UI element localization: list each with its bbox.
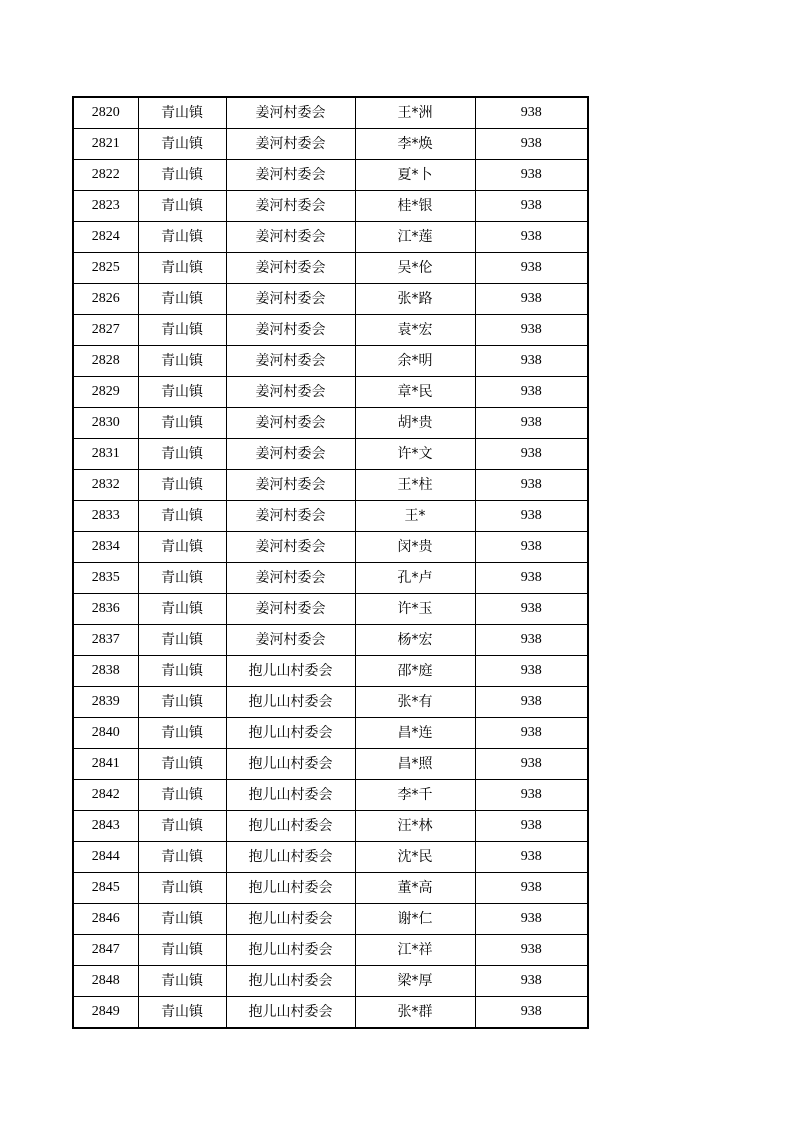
cell-name: 王*洲 (355, 97, 475, 129)
cell-town: 青山镇 (138, 904, 226, 935)
cell-number: 2821 (73, 129, 138, 160)
cell-town: 青山镇 (138, 315, 226, 346)
cell-name: 闵*贵 (355, 532, 475, 563)
cell-number: 2829 (73, 377, 138, 408)
table-body (73, 97, 588, 1028)
cell-town: 青山镇 (138, 749, 226, 780)
cell-village: 姜河村委会 (226, 160, 355, 191)
cell-village: 抱儿山村委会 (226, 718, 355, 749)
cell-town: 青山镇 (138, 191, 226, 222)
cell-number: 2825 (73, 253, 138, 284)
cell-amount: 938 (475, 501, 588, 532)
cell-name: 江*祥 (355, 935, 475, 966)
cell-amount: 938 (475, 563, 588, 594)
cell-village: 抱儿山村委会 (226, 997, 355, 1029)
cell-number: 2837 (73, 625, 138, 656)
cell-town: 青山镇 (138, 594, 226, 625)
cell-name: 张*群 (355, 997, 475, 1029)
table-row (73, 222, 588, 253)
cell-name: 汪*林 (355, 811, 475, 842)
cell-amount: 938 (475, 160, 588, 191)
table-row (73, 563, 588, 594)
cell-village: 姜河村委会 (226, 470, 355, 501)
cell-town: 青山镇 (138, 97, 226, 129)
cell-number: 2841 (73, 749, 138, 780)
cell-name: 李*千 (355, 780, 475, 811)
cell-town: 青山镇 (138, 563, 226, 594)
cell-number: 2842 (73, 780, 138, 811)
table-row (73, 687, 588, 718)
table-row (73, 904, 588, 935)
table-row (73, 594, 588, 625)
cell-amount: 938 (475, 408, 588, 439)
cell-amount: 938 (475, 439, 588, 470)
cell-name: 桂*银 (355, 191, 475, 222)
cell-village: 姜河村委会 (226, 97, 355, 129)
cell-amount: 938 (475, 346, 588, 377)
cell-name: 张*有 (355, 687, 475, 718)
cell-town: 青山镇 (138, 160, 226, 191)
cell-village: 抱儿山村委会 (226, 811, 355, 842)
cell-number: 2826 (73, 284, 138, 315)
cell-amount: 938 (475, 997, 588, 1029)
cell-number: 2824 (73, 222, 138, 253)
cell-name: 董*高 (355, 873, 475, 904)
cell-town: 青山镇 (138, 935, 226, 966)
table-row (73, 346, 588, 377)
table-row (73, 470, 588, 501)
cell-name: 王*柱 (355, 470, 475, 501)
cell-number: 2839 (73, 687, 138, 718)
cell-number: 2831 (73, 439, 138, 470)
cell-name: 张*路 (355, 284, 475, 315)
cell-town: 青山镇 (138, 625, 226, 656)
table-row (73, 873, 588, 904)
table-row (73, 253, 588, 284)
cell-name: 许*文 (355, 439, 475, 470)
cell-number: 2828 (73, 346, 138, 377)
cell-amount: 938 (475, 842, 588, 873)
cell-amount: 938 (475, 873, 588, 904)
cell-number: 2840 (73, 718, 138, 749)
cell-town: 青山镇 (138, 718, 226, 749)
cell-amount: 938 (475, 129, 588, 160)
cell-name: 许*玉 (355, 594, 475, 625)
cell-town: 青山镇 (138, 687, 226, 718)
cell-name: 李*焕 (355, 129, 475, 160)
cell-amount: 938 (475, 594, 588, 625)
cell-town: 青山镇 (138, 346, 226, 377)
cell-name: 沈*民 (355, 842, 475, 873)
cell-village: 抱儿山村委会 (226, 749, 355, 780)
cell-name: 江*莲 (355, 222, 475, 253)
cell-amount: 938 (475, 222, 588, 253)
table-row (73, 718, 588, 749)
cell-village: 抱儿山村委会 (226, 966, 355, 997)
cell-number: 2847 (73, 935, 138, 966)
cell-number: 2822 (73, 160, 138, 191)
cell-number: 2838 (73, 656, 138, 687)
cell-village: 姜河村委会 (226, 129, 355, 160)
cell-town: 青山镇 (138, 284, 226, 315)
table-row (73, 935, 588, 966)
cell-town: 青山镇 (138, 470, 226, 501)
cell-name: 余*明 (355, 346, 475, 377)
cell-amount: 938 (475, 966, 588, 997)
cell-number: 2832 (73, 470, 138, 501)
cell-number: 2823 (73, 191, 138, 222)
cell-town: 青山镇 (138, 656, 226, 687)
cell-name: 昌*照 (355, 749, 475, 780)
cell-village: 姜河村委会 (226, 315, 355, 346)
cell-name: 谢*仁 (355, 904, 475, 935)
cell-number: 2835 (73, 563, 138, 594)
cell-amount: 938 (475, 935, 588, 966)
cell-village: 抱儿山村委会 (226, 780, 355, 811)
cell-amount: 938 (475, 656, 588, 687)
cell-name: 胡*贵 (355, 408, 475, 439)
cell-village: 姜河村委会 (226, 563, 355, 594)
data-table (72, 96, 589, 1029)
cell-village: 姜河村委会 (226, 532, 355, 563)
table-row (73, 656, 588, 687)
cell-village: 抱儿山村委会 (226, 687, 355, 718)
cell-town: 青山镇 (138, 873, 226, 904)
table-row (73, 408, 588, 439)
table-row (73, 966, 588, 997)
table-row (73, 532, 588, 563)
cell-amount: 938 (475, 284, 588, 315)
cell-town: 青山镇 (138, 129, 226, 160)
cell-amount: 938 (475, 191, 588, 222)
cell-town: 青山镇 (138, 966, 226, 997)
cell-amount: 938 (475, 749, 588, 780)
cell-village: 姜河村委会 (226, 408, 355, 439)
cell-name: 章*民 (355, 377, 475, 408)
cell-name: 昌*连 (355, 718, 475, 749)
cell-number: 2836 (73, 594, 138, 625)
cell-name: 吴*伦 (355, 253, 475, 284)
table-row (73, 811, 588, 842)
table-row (73, 284, 588, 315)
cell-town: 青山镇 (138, 408, 226, 439)
table-row (73, 129, 588, 160)
table-row (73, 160, 588, 191)
cell-village: 抱儿山村委会 (226, 904, 355, 935)
cell-village: 姜河村委会 (226, 284, 355, 315)
cell-town: 青山镇 (138, 532, 226, 563)
table-row (73, 842, 588, 873)
cell-village: 抱儿山村委会 (226, 935, 355, 966)
cell-amount: 938 (475, 470, 588, 501)
cell-amount: 938 (475, 253, 588, 284)
cell-amount: 938 (475, 718, 588, 749)
table-row (73, 501, 588, 532)
cell-town: 青山镇 (138, 780, 226, 811)
cell-village: 姜河村委会 (226, 501, 355, 532)
cell-name: 梁*厚 (355, 966, 475, 997)
cell-town: 青山镇 (138, 253, 226, 284)
cell-village: 抱儿山村委会 (226, 842, 355, 873)
cell-number: 2846 (73, 904, 138, 935)
cell-town: 青山镇 (138, 222, 226, 253)
cell-village: 姜河村委会 (226, 439, 355, 470)
cell-name: 邵*庭 (355, 656, 475, 687)
table-row (73, 439, 588, 470)
cell-number: 2827 (73, 315, 138, 346)
table-row (73, 315, 588, 346)
cell-village: 姜河村委会 (226, 191, 355, 222)
cell-village: 姜河村委会 (226, 594, 355, 625)
cell-number: 2845 (73, 873, 138, 904)
cell-number: 2830 (73, 408, 138, 439)
cell-amount: 938 (475, 377, 588, 408)
cell-amount: 938 (475, 625, 588, 656)
cell-number: 2834 (73, 532, 138, 563)
table-row (73, 997, 588, 1029)
cell-town: 青山镇 (138, 377, 226, 408)
cell-amount: 938 (475, 97, 588, 129)
cell-town: 青山镇 (138, 439, 226, 470)
cell-name: 袁*宏 (355, 315, 475, 346)
cell-amount: 938 (475, 904, 588, 935)
cell-town: 青山镇 (138, 997, 226, 1029)
cell-name: 孔*卢 (355, 563, 475, 594)
cell-amount: 938 (475, 532, 588, 563)
cell-name: 夏*卜 (355, 160, 475, 191)
table-row (73, 625, 588, 656)
cell-name: 王* (355, 501, 475, 532)
table-row (73, 749, 588, 780)
cell-village: 姜河村委会 (226, 625, 355, 656)
cell-village: 抱儿山村委会 (226, 656, 355, 687)
cell-town: 青山镇 (138, 811, 226, 842)
cell-village: 姜河村委会 (226, 377, 355, 408)
cell-amount: 938 (475, 315, 588, 346)
cell-village: 姜河村委会 (226, 346, 355, 377)
table-row (73, 780, 588, 811)
cell-town: 青山镇 (138, 501, 226, 532)
cell-number: 2844 (73, 842, 138, 873)
cell-number: 2849 (73, 997, 138, 1029)
cell-number: 2843 (73, 811, 138, 842)
cell-amount: 938 (475, 811, 588, 842)
cell-number: 2848 (73, 966, 138, 997)
cell-village: 姜河村委会 (226, 222, 355, 253)
cell-name: 杨*宏 (355, 625, 475, 656)
cell-amount: 938 (475, 780, 588, 811)
cell-number: 2833 (73, 501, 138, 532)
cell-town: 青山镇 (138, 842, 226, 873)
cell-village: 抱儿山村委会 (226, 873, 355, 904)
table-row (73, 191, 588, 222)
table-row (73, 97, 588, 129)
cell-village: 姜河村委会 (226, 253, 355, 284)
cell-amount: 938 (475, 687, 588, 718)
cell-number: 2820 (73, 97, 138, 129)
table-row (73, 377, 588, 408)
